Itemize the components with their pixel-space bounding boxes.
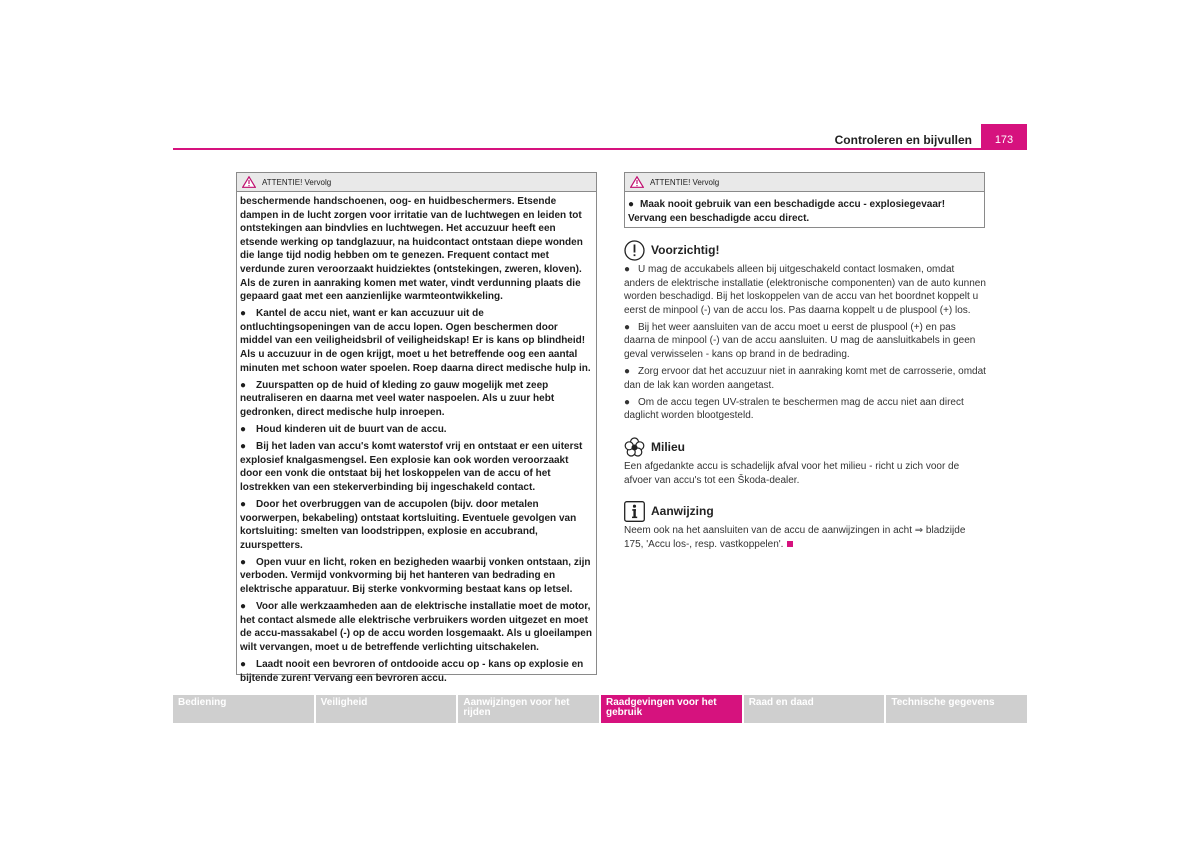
warning-bullet: ● Zuurspatten op de huid of kleding zo gauw mogelijk met zeep neutraliseren en daarna met veel water naspoelen. Als u zuur hebt gedronken, direct medische hulp inroepen. bbox=[240, 379, 555, 418]
warning-triangle-icon bbox=[242, 176, 256, 188]
warning-box-right bbox=[624, 172, 985, 228]
milieu-section bbox=[624, 437, 986, 487]
caution-bullet: ● Om de accu tegen UV-stralen te beschermen mag de accu niet aan direct daglicht worden blootgesteld. bbox=[624, 396, 964, 422]
warning-header bbox=[237, 173, 596, 192]
flower-icon bbox=[624, 437, 645, 458]
warning-bullet: ● Maak nooit gebruik van een beschadigde accu - explosiegevaar! Vervang een beschadigde accu direct. bbox=[628, 199, 946, 224]
section-title: Aanwijzing bbox=[624, 501, 986, 522]
caution-bullet: ● U mag de accukabels alleen bij uitgeschakeld contact losmaken, omdat anders de elektrische installatie (elektronische componenten) van de auto kunnen worden beschadigd. Bij het loskoppelen van de accu van het boordnet koppelt u eerst de minpool (-) van de accu los. Pas daarna koppelt u de pluspool (+) los. bbox=[624, 264, 986, 316]
end-mark bbox=[787, 541, 793, 547]
caution-bullet: ● Bij het weer aansluiten van de accu moet u eerst de pluspool (+) en pas daarna de minpool (-) van de accu aansluiten. U mag de aansluitkabels in geen geval verwisselen - kans op brand in de bedrading. bbox=[624, 321, 976, 361]
warning-body bbox=[625, 192, 984, 233]
aanwijzing-text: Neem ook na het aansluiten van de accu de aanwijzingen in acht ⇒ bladzijde 175, 'Accu los-, resp. vastkoppelen'. bbox=[624, 525, 966, 550]
warning-triangle-icon bbox=[630, 176, 644, 188]
info-icon bbox=[624, 501, 645, 522]
right-column bbox=[624, 240, 986, 555]
warning-box-left bbox=[236, 172, 597, 684]
tab-raad-en-daad[interactable]: Raad en daad bbox=[744, 695, 885, 723]
warning-header bbox=[625, 173, 984, 192]
tab-bediening[interactable]: Bediening bbox=[173, 695, 314, 723]
exclamation-circle-icon bbox=[624, 240, 645, 261]
tab-technische-gegevens[interactable]: Technische gegevens bbox=[886, 695, 1027, 723]
warning-paragraph: beschermende handschoenen, oog- en huidbeschermers. Etsende dampen in de lucht zorgen voor irritatie van de luchtwegen en leiden tot ontstekingen aan bindvlies en luchtwegen. Het accuzuur heeft een etsende werking op tandglazuur, na huidcontact ontstaan diepe wonden die lange tijd nodig hebben om te genezen. Frequent contact met verdunde zuren veroorzaakt huidziektes (ontstekingen, zweren, kloven). Als de zuren in aanraking komen met water, vindt verdunning plaats die gepaard gaat met een aanzienlijke warmteontwikkeling. bbox=[240, 196, 583, 303]
warning-heading: ATTENTIE! Vervolg bbox=[262, 177, 332, 187]
header-rule bbox=[173, 148, 1027, 150]
voorzichtig-section bbox=[624, 240, 986, 423]
warning-bullet: ● Kantel de accu niet, want er kan accuzuur uit de ontluchtingsopeningen van de accu lopen. Ogen beschermen door middel van een veiligheidsbril of veiligheidskap! Er is kans op blindheid! Als u accuzuur in de ogen krijgt, moet u het betreffende oog een aantal minuten met schoon water spoelen. Roep daarna direct medische hulp in. bbox=[240, 308, 591, 374]
warning-heading: ATTENTIE! Vervolg bbox=[650, 177, 720, 187]
tab-aanwijzingen-voor-het-rijden[interactable]: Aanwijzingen voor het rijden bbox=[458, 695, 599, 723]
milieu-text: Een afgedankte accu is schadelijk afval voor het milieu - richt u zich voor de afvoer van accu's tot een Škoda-dealer. bbox=[624, 461, 960, 486]
warning-bullet: ● Voor alle werkzaamheden aan de elektrische installatie moet de motor, het contact alsmede alle elektrische verbruikers worden uitgezet en moet de accu-massakabel (-) op de accu worden losgemaakt. Als u gloeilampen wilt vervangen, moet u de betreffende verlichting uitschakelen. bbox=[240, 601, 592, 653]
warning-bullet: ● Bij het laden van accu's komt waterstof vrij en ontstaat er een uiterst explosief knalgasmengsel. Een explosie kan ook worden veroorzaakt door een vonk die ontstaat bij het loskoppelen van de accu of het lostrekken van een stekerverbinding bij ingeschakeld contact. bbox=[240, 441, 583, 493]
page-header-title: Controleren en bijvullen bbox=[834, 133, 972, 147]
tab-raadgevingen-voor-het-gebruik[interactable]: Raadgevingen voor het gebruik bbox=[601, 695, 742, 723]
warning-bullet: ● Houd kinderen uit de buurt van de accu. bbox=[240, 424, 447, 435]
tab-veiligheid[interactable]: Veiligheid bbox=[316, 695, 457, 723]
caution-bullet: ● Zorg ervoor dat het accuzuur niet in aanraking komt met de carrosserie, omdat dan de lak kan worden aangetast. bbox=[624, 366, 986, 391]
page-number: 173 bbox=[981, 124, 1027, 148]
chapter-navigation bbox=[173, 695, 1027, 723]
warning-body bbox=[237, 192, 596, 693]
aanwijzing-section bbox=[624, 501, 986, 551]
warning-bullet: ● Door het overbruggen van de accupolen (bijv. door metalen voorwerpen, bekabeling) ontstaat kortsluiting. Eventuele gevolgen van kortsluiting: smelten van loodstrippen, explosie en accubrand, zuurspetters. bbox=[240, 498, 577, 551]
section-title: Voorzichtig! bbox=[624, 240, 986, 261]
warning-bullet: ● Laadt nooit een bevroren of ontdooide accu op - kans op explosie en bijtende zuren! Vervang een bevroren accu. bbox=[240, 659, 584, 684]
warning-bullet: ● Open vuur en licht, roken en bezigheden waarbij vonken ontstaan, zijn verboden. Vermijd vonkvorming bij het hanteren van bedrading en elektrische apparatuur. Bij sterke vonkvorming bestaat kans op letsel. bbox=[240, 556, 591, 596]
section-title: Milieu bbox=[624, 437, 986, 458]
